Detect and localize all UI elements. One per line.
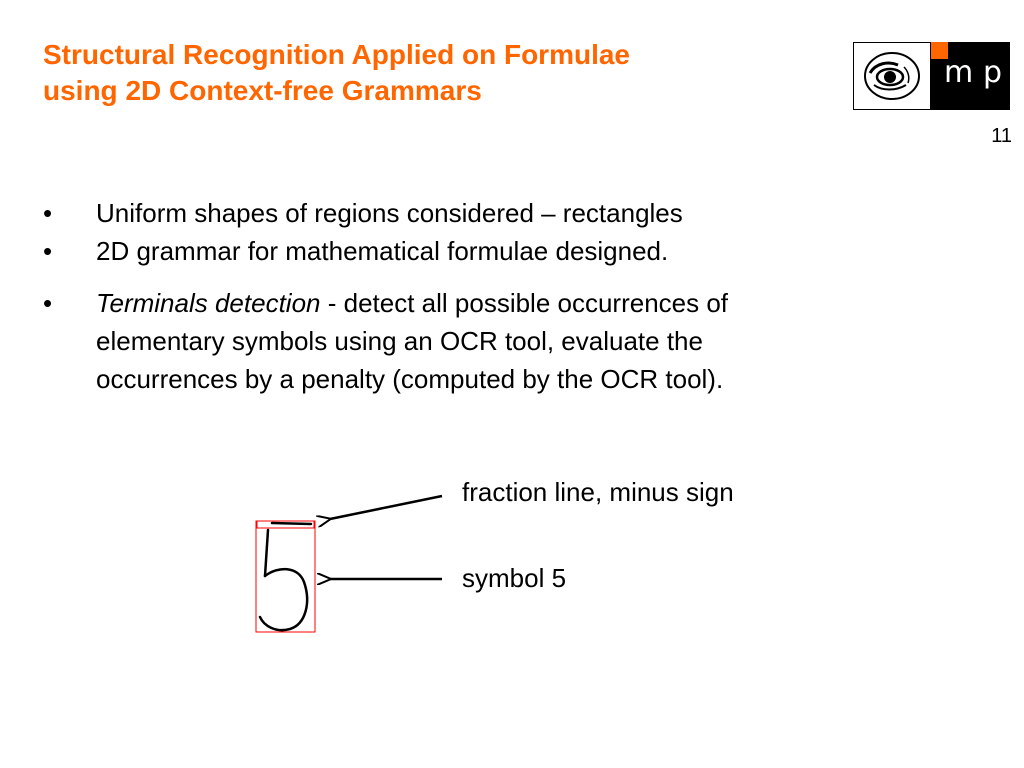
slide-title xyxy=(43,37,803,109)
cmp-logo xyxy=(853,42,1010,110)
symbol-label: symbol 5 xyxy=(462,563,567,593)
fraction-line-label: fraction line, minus sign xyxy=(462,477,734,507)
bullet-text: Uniform shapes of regions considered – rectangles xyxy=(96,198,683,228)
bullet-text: 2D grammar for mathematical formulae designed. xyxy=(96,236,669,266)
bullet-text: elementary symbols using an OCR tool, evaluate the xyxy=(96,326,703,356)
eye-emblem-icon xyxy=(854,43,930,109)
logo-letter-m: m xyxy=(944,55,974,90)
fraction-line-bounding-box xyxy=(257,521,314,528)
slide-title-line-2: using 2D Context-free Grammars xyxy=(43,75,482,106)
fraction-line-arrow xyxy=(330,496,442,519)
bullet-marker: • xyxy=(43,288,53,318)
slide-title-line-1: Structural Recognition Applied on Formulae xyxy=(43,39,630,70)
bullet-item xyxy=(43,284,873,398)
bullet-item xyxy=(43,232,873,270)
bullet-text: occurrences by a penalty (computed by the OCR tool). xyxy=(96,364,724,394)
bullet-item xyxy=(43,194,873,232)
logo-letter-p: p xyxy=(983,55,1003,90)
handwritten-five-glyph xyxy=(260,523,311,630)
bullet-marker: • xyxy=(43,236,53,266)
page-number: 11 xyxy=(991,125,1012,147)
bullet-text: - detect all possible occurrences of xyxy=(320,288,729,318)
bullet-marker: • xyxy=(43,198,53,228)
bullet-term: Terminals detection xyxy=(96,288,321,318)
bullet-list xyxy=(43,194,873,398)
logo-emblem xyxy=(853,42,931,110)
symbol-bounding-box xyxy=(256,521,315,632)
